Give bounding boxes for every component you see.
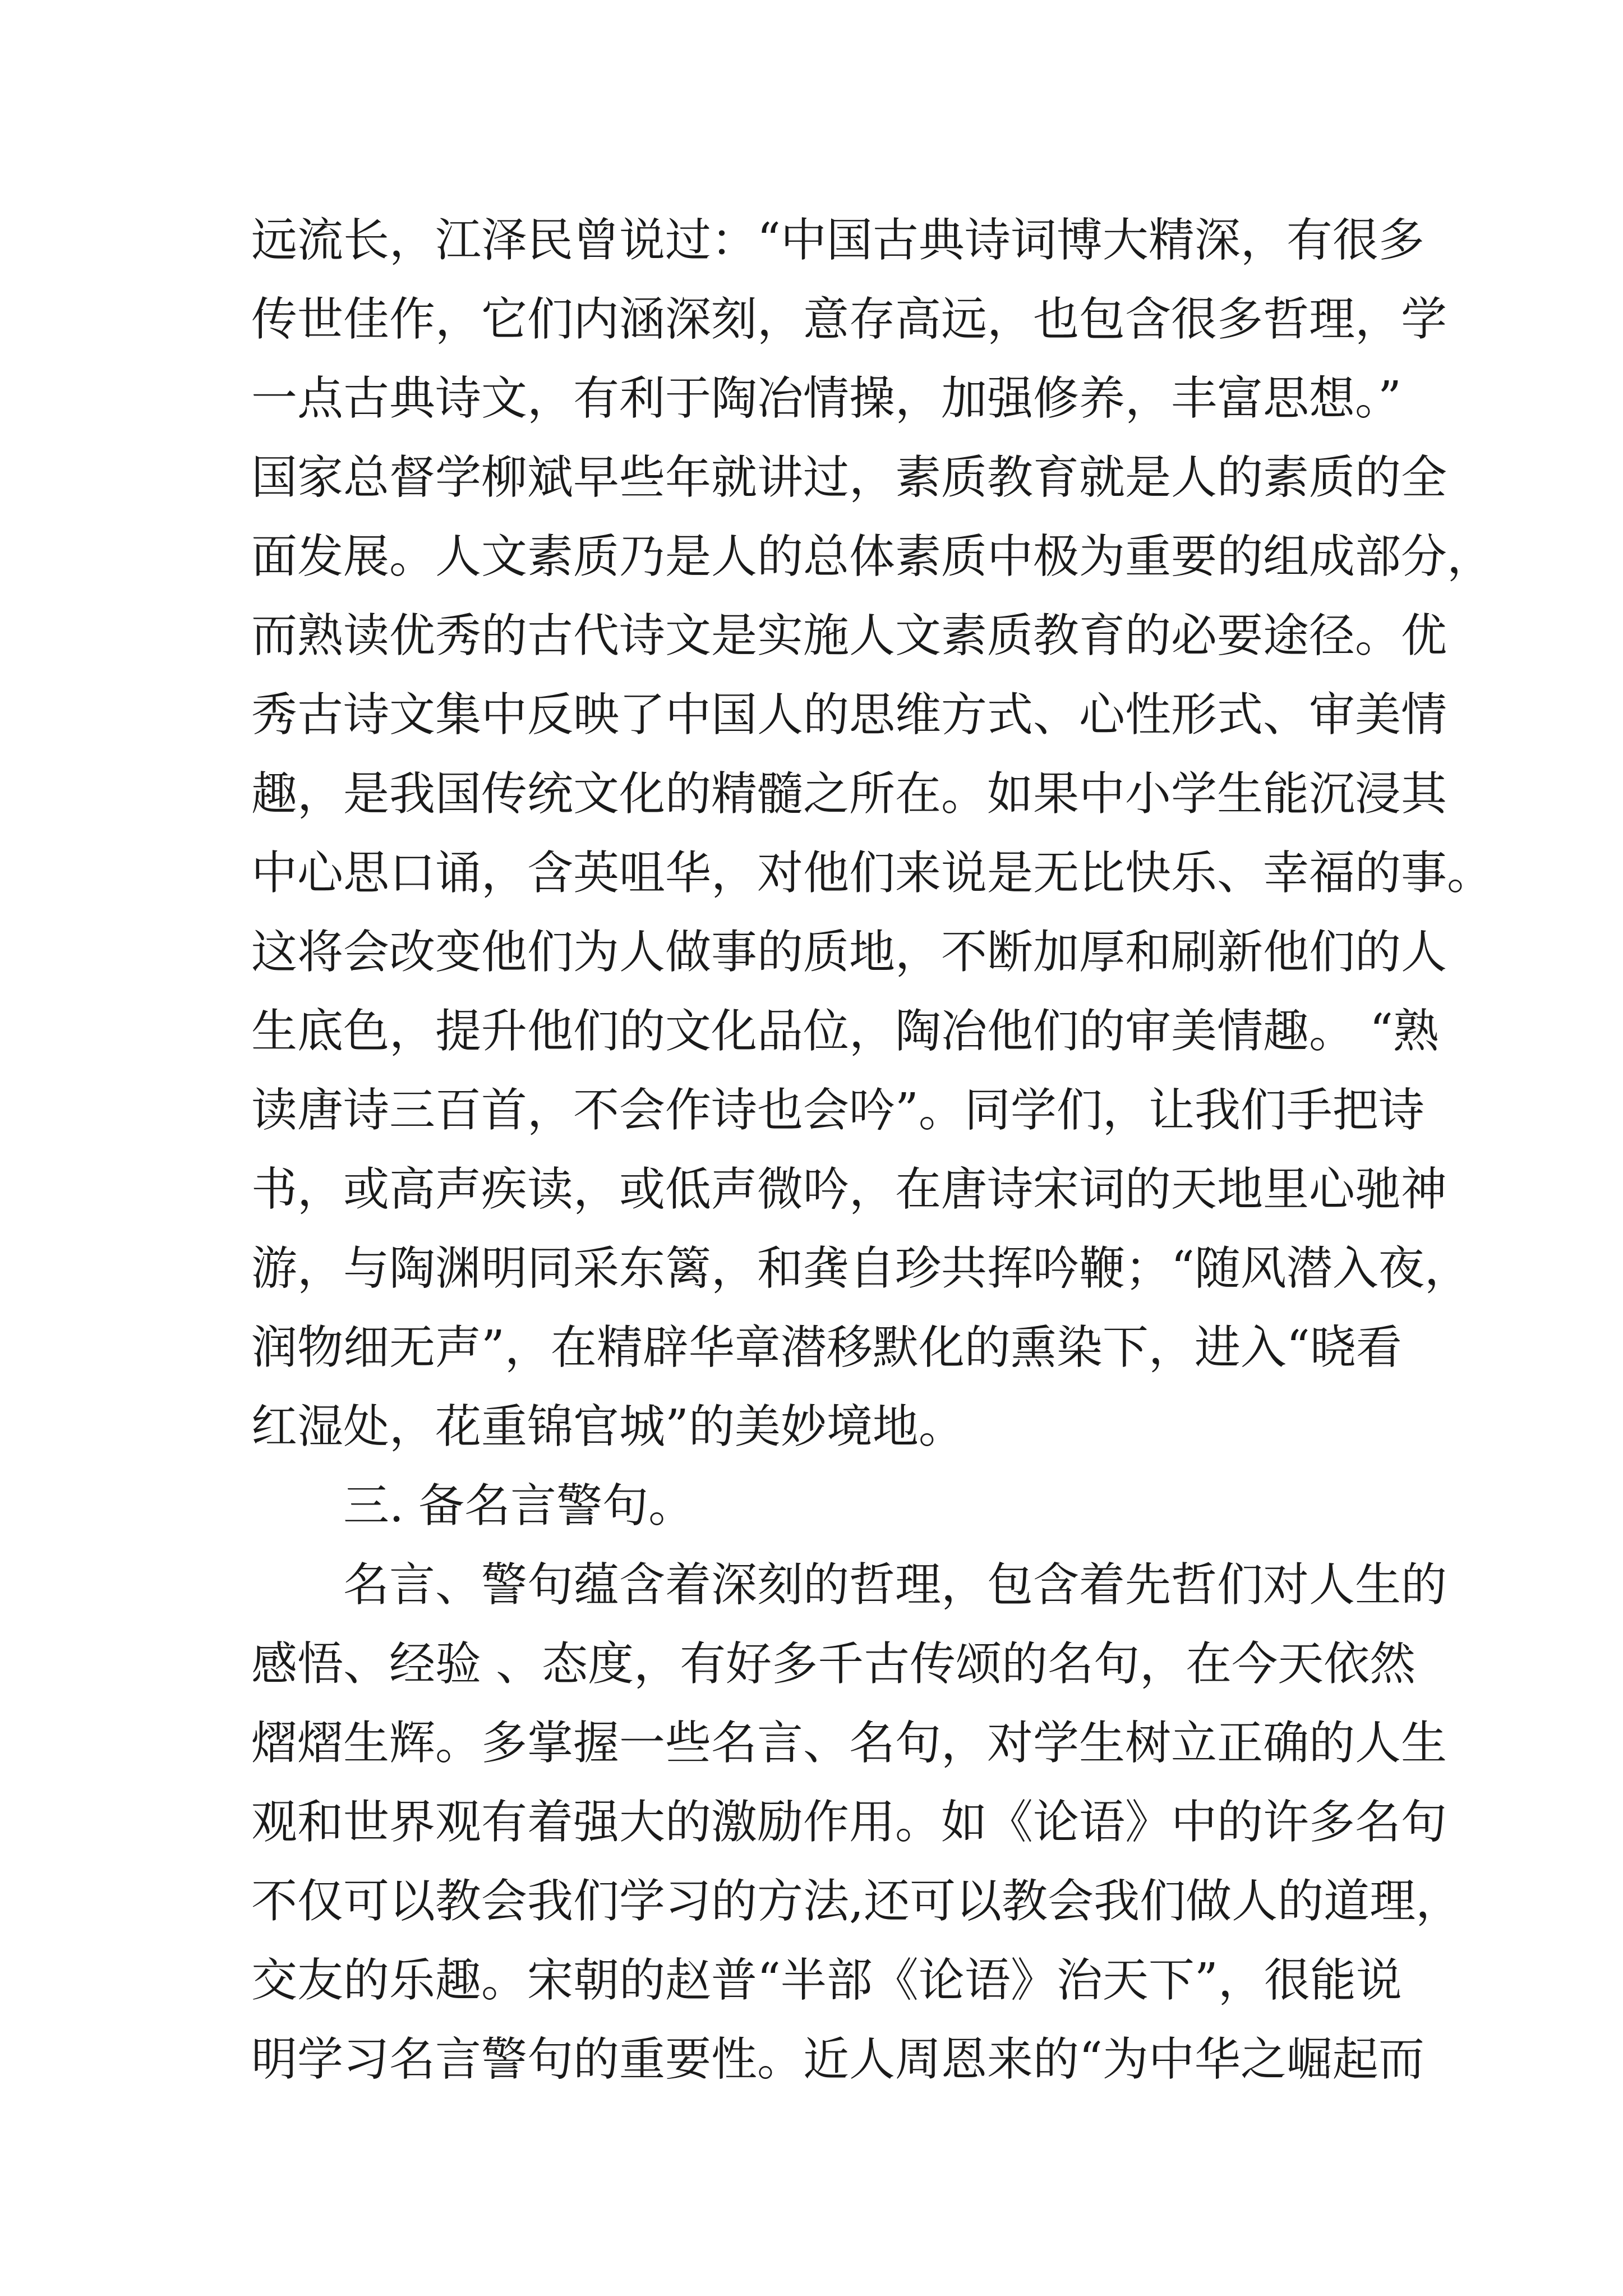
text-line-20: 熠熠生辉。多掌握一些名言、名句，对学生树立正确的人生 xyxy=(251,1717,1447,1770)
text-line-13: 书，或高声疾读，或低声微吟，在唐诗宋词的天地里心驰神 xyxy=(251,1163,1447,1216)
text-line-10: 这将会改变他们为人做事的质地，不断加厚和刷新他们的人 xyxy=(251,926,1447,979)
text-line-16: 红湿处，花重锦官城”的美妙境地。 xyxy=(251,1400,965,1453)
text-line-11: 生底色，提升他们的文化品位，陶冶他们的审美情趣。 “熟 xyxy=(251,1005,1439,1058)
text-line-18: 名言、警句蕴含着深刻的哲理，包含着先哲们对人生的 xyxy=(343,1558,1447,1612)
text-line-2: 传世佳作，它们内涵深刻，意存高远，也包含很多哲理，学 xyxy=(251,293,1447,346)
text-line-12: 读唐诗三百首，不会作诗也会吟”。同学们，让我们手把诗 xyxy=(251,1084,1424,1137)
body-text xyxy=(251,201,1493,2099)
text-line-3: 一点古典诗文，有利于陶冶情操，加强修养，丰富思想。” xyxy=(251,372,1401,425)
text-line-24: 明学习名言警句的重要性。近人周恩来的“为中华之崛起而 xyxy=(251,2033,1424,2086)
text-line-23: 交友的乐趣。宋朝的赵普“半部《论语》治天下”，很能说 xyxy=(251,1954,1402,2007)
text-line-6: 而熟读优秀的古代诗文是实施人文素质教育的必要途径。优 xyxy=(251,609,1447,662)
text-line-5: 面发展。人文素质乃是人的总体素质中极为重要的组成部分， xyxy=(251,530,1493,583)
text-line-19: 感悟、经验 、态度，有好多千古传颂的名句，在今天依然 xyxy=(251,1637,1416,1691)
text-line-8: 趣，是我国传统文化的精髓之所在。如果中小学生能沉浸其 xyxy=(251,767,1447,821)
text-line-22: 不仅可以教会我们学习的方法,还可以教会我们做人的道理， xyxy=(251,1875,1462,1928)
text-line-1: 远流长，江泽民曾说过：“中国古典诗词博大精深，有很多 xyxy=(251,214,1424,267)
text-line-7: 秀古诗文集中反映了中国人的思维方式、心性形式、审美情 xyxy=(251,688,1447,742)
section-heading: 三. 备名言警句。 xyxy=(343,1479,695,1533)
text-line-4: 国家总督学柳斌早些年就讲过，素质教育就是人的素质的全 xyxy=(251,451,1447,504)
text-line-15: 润物细无声”，在精辟华章潜移默化的熏染下，进入“晓看 xyxy=(251,1321,1402,1374)
text-line-9: 中心思口诵，含英咀华，对他们来说是无比快乐、幸福的事。 xyxy=(251,846,1493,900)
text-line-14: 游，与陶渊明同采东篱，和龚自珍共挥吟鞭；“随风潜入夜， xyxy=(251,1242,1470,1295)
text-line-21: 观和世界观有着强大的激励作用。如《论语》中的许多名句 xyxy=(251,1796,1447,1849)
